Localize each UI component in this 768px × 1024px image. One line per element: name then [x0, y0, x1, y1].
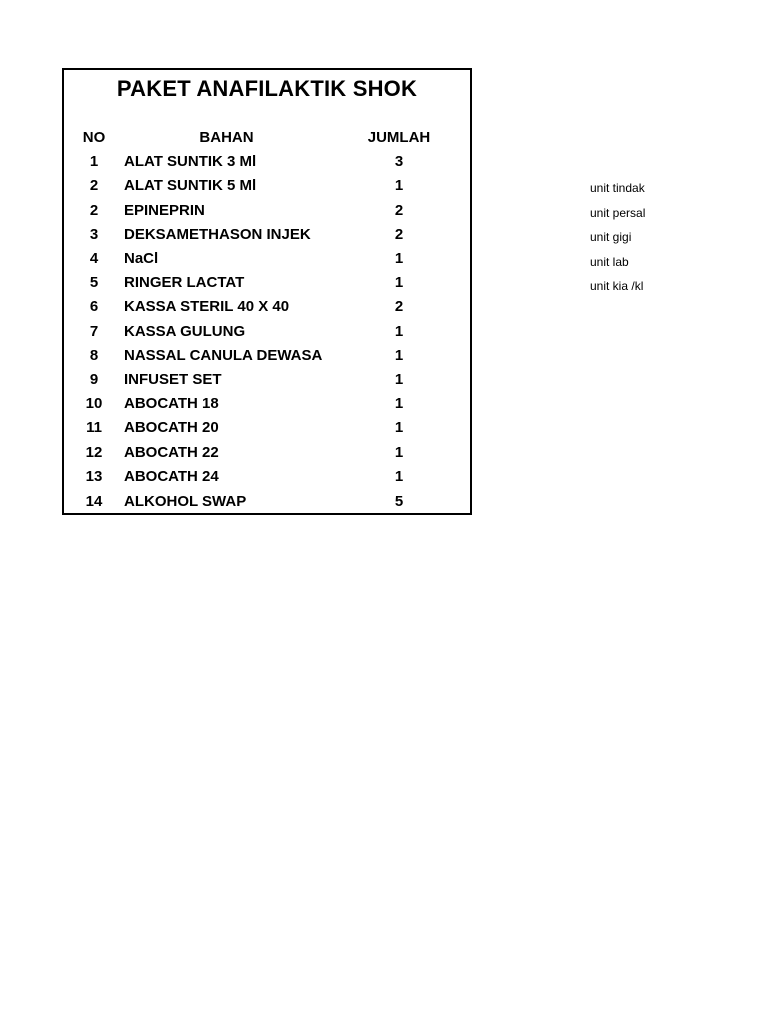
table-row: [64, 392, 470, 416]
row-jumlah: 1: [394, 177, 404, 194]
row-no: 1: [89, 153, 99, 170]
row-bahan: ALAT SUNTIK 3 Ml: [124, 153, 257, 170]
table-row: [64, 490, 470, 514]
table-row: [64, 271, 470, 295]
row-no: 13: [85, 468, 103, 485]
unit-list-item: unit tindak: [590, 181, 645, 195]
paket-table-box: [62, 68, 472, 515]
row-bahan: ABOCATH 22: [124, 444, 219, 461]
row-no: 14: [85, 493, 103, 510]
row-bahan: INFUSET SET: [124, 371, 222, 388]
row-bahan: ALKOHOL SWAP: [124, 493, 247, 510]
table-row: [64, 441, 470, 465]
table-row: [64, 247, 470, 271]
row-jumlah: 2: [394, 226, 404, 243]
unit-list: [590, 176, 650, 299]
row-no: 10: [85, 395, 103, 412]
row-bahan: NASSAL CANULA DEWASA: [124, 347, 323, 364]
row-no: 12: [85, 444, 103, 461]
row-jumlah: 1: [394, 395, 404, 412]
row-no: 5: [89, 274, 99, 291]
row-bahan: KASSA STERIL 40 X 40: [124, 298, 290, 315]
table-row: [64, 320, 470, 344]
table-row: [64, 295, 470, 319]
row-bahan: ABOCATH 18: [124, 395, 219, 412]
row-bahan: KASSA GULUNG: [124, 323, 246, 340]
row-bahan: ALAT SUNTIK 5 Ml: [124, 177, 257, 194]
row-bahan: NaCl: [124, 250, 159, 267]
unit-list-item: unit lab: [590, 254, 629, 269]
table-row: [64, 465, 470, 489]
row-no: 2: [89, 177, 99, 194]
header-jumlah: JUMLAH: [367, 129, 431, 146]
row-no: 6: [89, 298, 99, 315]
row-jumlah: 2: [394, 298, 404, 315]
header-no: NO: [82, 129, 106, 146]
table-row: [64, 416, 470, 440]
row-bahan: RINGER LACTAT: [124, 274, 245, 291]
row-jumlah: 1: [394, 347, 404, 364]
table-row: [64, 174, 470, 198]
row-jumlah: 3: [394, 153, 404, 170]
unit-list-item: unit kia /kl: [590, 279, 644, 294]
row-jumlah: 1: [394, 371, 404, 388]
row-bahan: ABOCATH 24: [124, 468, 219, 485]
row-no: 11: [86, 419, 102, 436]
row-jumlah: 1: [394, 419, 404, 436]
table-row: [64, 150, 470, 174]
unit-list-item: unit persal: [590, 205, 646, 220]
row-no: 2: [89, 202, 99, 219]
row-jumlah: 1: [394, 274, 404, 291]
table-header: [64, 126, 470, 150]
row-no: 3: [89, 226, 99, 243]
unit-list-item: unit gigi: [590, 230, 632, 245]
row-no: 7: [89, 323, 99, 340]
row-jumlah: 1: [394, 250, 404, 267]
table-row: [64, 223, 470, 247]
row-jumlah: 2: [394, 202, 404, 219]
row-no: 8: [89, 347, 99, 364]
row-jumlah: 1: [394, 444, 404, 461]
row-jumlah: 1: [394, 468, 404, 485]
row-no: 4: [89, 250, 99, 267]
table-row: [64, 344, 470, 368]
row-bahan: DEKSAMETHASON INJEK: [124, 226, 311, 243]
row-bahan: EPINEPRIN: [124, 202, 205, 219]
row-jumlah: 1: [394, 323, 404, 340]
row-jumlah: 5: [394, 493, 404, 510]
table-row: [64, 199, 470, 223]
row-no: 9: [89, 371, 99, 388]
row-bahan: ABOCATH 20: [124, 419, 219, 436]
table-row: [64, 368, 470, 392]
header-bahan: BAHAN: [199, 129, 254, 146]
sheet-title: PAKET ANAFILAKTIK SHOK: [116, 76, 418, 101]
